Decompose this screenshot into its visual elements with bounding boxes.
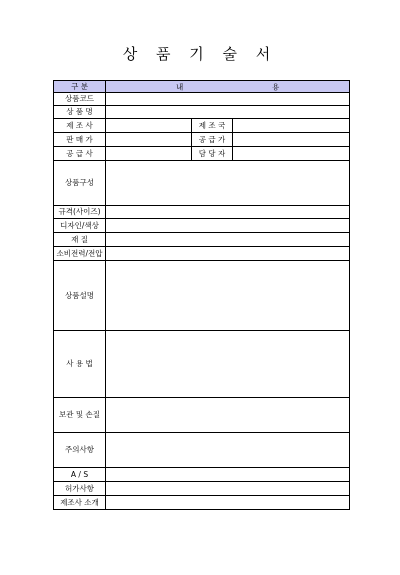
document-title: 상 품 기 술 서 — [122, 45, 278, 63]
table-row — [54, 233, 350, 247]
row-label-usage: 사 용 법 — [54, 331, 106, 398]
field-product-name[interactable] — [106, 106, 350, 119]
field-power-voltage[interactable] — [106, 247, 350, 261]
field-description[interactable] — [106, 261, 350, 331]
field-precautions[interactable] — [106, 433, 350, 468]
field-manufacturer[interactable] — [106, 119, 192, 133]
table-row — [54, 93, 350, 106]
field-material[interactable] — [106, 233, 350, 247]
row-label-manufacturer-intro: 제조사 소개 — [54, 496, 106, 510]
header-content-part1: 내 — [176, 81, 184, 91]
row-label-description: 상품설명 — [54, 261, 106, 331]
table-row — [54, 331, 350, 398]
table-row — [54, 261, 350, 331]
row-label-composition: 상품구성 — [54, 161, 106, 206]
field-manufacturer-intro[interactable] — [106, 496, 350, 510]
field-composition[interactable] — [106, 161, 350, 206]
field-country[interactable] — [233, 119, 350, 133]
row-label-permits: 허가사항 — [54, 482, 106, 496]
field-permits[interactable] — [106, 482, 350, 496]
row-label-supplier: 공 급 사 — [54, 147, 106, 161]
row-label-product-code: 상품코드 — [54, 93, 106, 106]
table-row — [54, 161, 350, 206]
table-row — [54, 468, 350, 482]
row-label-product-name: 상 품 명 — [54, 106, 106, 119]
table-row — [54, 247, 350, 261]
table-row — [54, 398, 350, 433]
field-sale-price[interactable] — [106, 133, 192, 147]
row-label-contact: 담 당 자 — [192, 147, 233, 161]
table-row — [54, 482, 350, 496]
table-row — [54, 133, 350, 147]
product-spec-table — [53, 80, 350, 510]
table-row — [54, 147, 350, 161]
row-label-as: A / S — [54, 468, 106, 482]
table-row — [54, 433, 350, 468]
table-row — [54, 206, 350, 219]
row-label-power-voltage: 소비전력/전압 — [54, 247, 106, 261]
table-header-row — [54, 81, 350, 93]
row-label-storage-care: 보관 및 손질 — [54, 398, 106, 433]
header-category: 구 분 — [54, 81, 106, 93]
field-usage[interactable] — [106, 331, 350, 398]
row-label-manufacturer: 제 조 사 — [54, 119, 106, 133]
field-storage-care[interactable] — [106, 398, 350, 433]
row-label-country: 제 조 국 — [192, 119, 233, 133]
header-content — [106, 81, 350, 93]
table-row — [54, 119, 350, 133]
table-row — [54, 219, 350, 233]
field-size[interactable] — [106, 206, 350, 219]
field-supplier[interactable] — [106, 147, 192, 161]
field-design-color[interactable] — [106, 219, 350, 233]
field-as[interactable] — [106, 468, 350, 482]
field-contact[interactable] — [233, 147, 350, 161]
row-label-supply-price: 공 급 가 — [192, 133, 233, 147]
field-product-code[interactable] — [106, 93, 350, 106]
header-content-part2: 용 — [272, 81, 280, 91]
table-row — [54, 496, 350, 510]
row-label-material: 재 질 — [54, 233, 106, 247]
row-label-sale-price: 판 매 가 — [54, 133, 106, 147]
field-supply-price[interactable] — [233, 133, 350, 147]
row-label-size: 규격(사이즈) — [54, 206, 106, 219]
table-row — [54, 106, 350, 119]
row-label-design-color: 디자인/색상 — [54, 219, 106, 233]
row-label-precautions: 주의사항 — [54, 433, 106, 468]
